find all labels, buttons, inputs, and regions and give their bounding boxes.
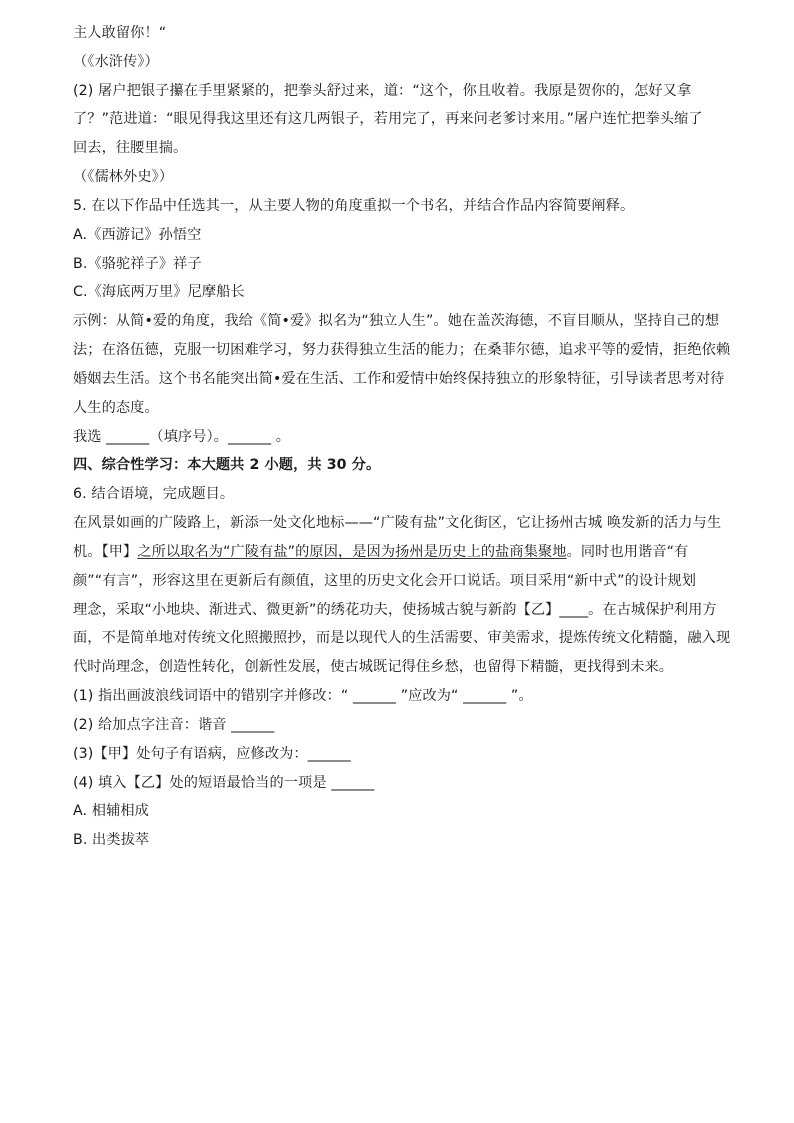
question-6: 6. 结合语境，完成题目。 — [73, 486, 235, 502]
example-text: 示例：从简•爱的角度，我给《简•爱》拟名为“独立人生”。她在盖茨海德，不盲目顺从，坚持自己的想 — [73, 313, 720, 329]
text-line: （《儒林外史》） — [73, 169, 174, 185]
option-b: B.《骆驼祥子》祥子 — [73, 256, 202, 272]
question-5: 5. 在以下作品中任选其一，从主要人物的角度重拟一个书名，并结合作品内容简要阐释。 — [73, 198, 635, 214]
text-line: (2) 屠户把银子攥在手里紧紧的，把拳头舒过来，道：“这个，你且收着。我原是贺你的，怎好又拿 — [73, 83, 692, 99]
text-line: 回去，往腰里揣。 — [73, 140, 188, 156]
passage-text: 面，不是简单地对传统文化照搬照抄，而是以现代人的生活需要、审美需求，提炼传统文化精髓，融入现 — [73, 630, 731, 646]
answer-line: 我选 ______（填序号）。______ 。 — [73, 429, 291, 445]
text-line: （《水浒传》） — [73, 54, 159, 70]
passage-text: 理念，采取“小地块、渐进式、微更新”的绣花功夫，使扬城古貌与新韵【乙】____。在古城保护利用方 — [73, 602, 717, 618]
text-line: 主人敢留你！“ — [73, 25, 167, 41]
choice-b: B. 出类拔萃 — [73, 832, 150, 848]
passage-segment: 机。【甲】 — [73, 544, 138, 560]
example-text: 婚姻去生活。这个书名能突出简•爱在生活、工作和爱情中始终保持独立的形象特征，引导读者思考对待 — [73, 371, 725, 387]
section-heading: 四、综合性学习：本大题共 2 小题，共 30 分。 — [73, 457, 381, 473]
passage-segment: 。同时也用谐音“有 — [566, 544, 689, 560]
sub-question-2: (2) 给加点字注音：谐音 ______ — [73, 717, 275, 733]
example-text: 人生的态度。 — [73, 400, 159, 416]
passage-text: 代时尚理念，创造性转化，创新性发展，使古城既记得住乡愁，也留得下精髓，更找得到未来。 — [73, 659, 674, 675]
passage-text-with-underline — [73, 542, 688, 562]
option-c: C.《海底两万里》尼摩船长 — [73, 284, 245, 300]
option-a: A.《西游记》孙悟空 — [73, 227, 202, 243]
sub-question-3: (3)【甲】处句子有语病，应修改为：______ — [73, 746, 351, 762]
passage-text: 颜”“有言”，形容这里在更新后有颜值，这里的历史文化会开口说话。项目采用“新中式”的设计规划 — [73, 573, 697, 589]
sub-question-4: (4) 填入【乙】处的短语最恰当的一项是 ______ — [73, 775, 375, 791]
example-text: 法；在洛伍德，克服一切困难学习，努力获得独立生活的能力；在桑菲尔德，追求平等的爱情，拒绝依赖 — [73, 342, 731, 358]
sub-question-1: (1) 指出画波浪线词语中的错别字并修改：“ ______ ”应改为“ ______ ”。 — [73, 688, 533, 704]
underlined-sentence: 之所以取名为“广陵有盐”的原因，是因为扬州是历史上的盐商集聚地 — [137, 544, 567, 560]
passage-text: 在风景如画的广陵路上，新添一处文化地标——“广陵有盐”文化街区，它让扬州古城 唤发新的活力与生 — [73, 515, 722, 531]
text-line: 了？”范进道：“眼见得我这里还有这几两银子，若用完了，再来问老爹讨来用。”屠户连忙把拳头缩了 — [73, 111, 703, 127]
choice-a: A. 相辅相成 — [73, 803, 149, 819]
